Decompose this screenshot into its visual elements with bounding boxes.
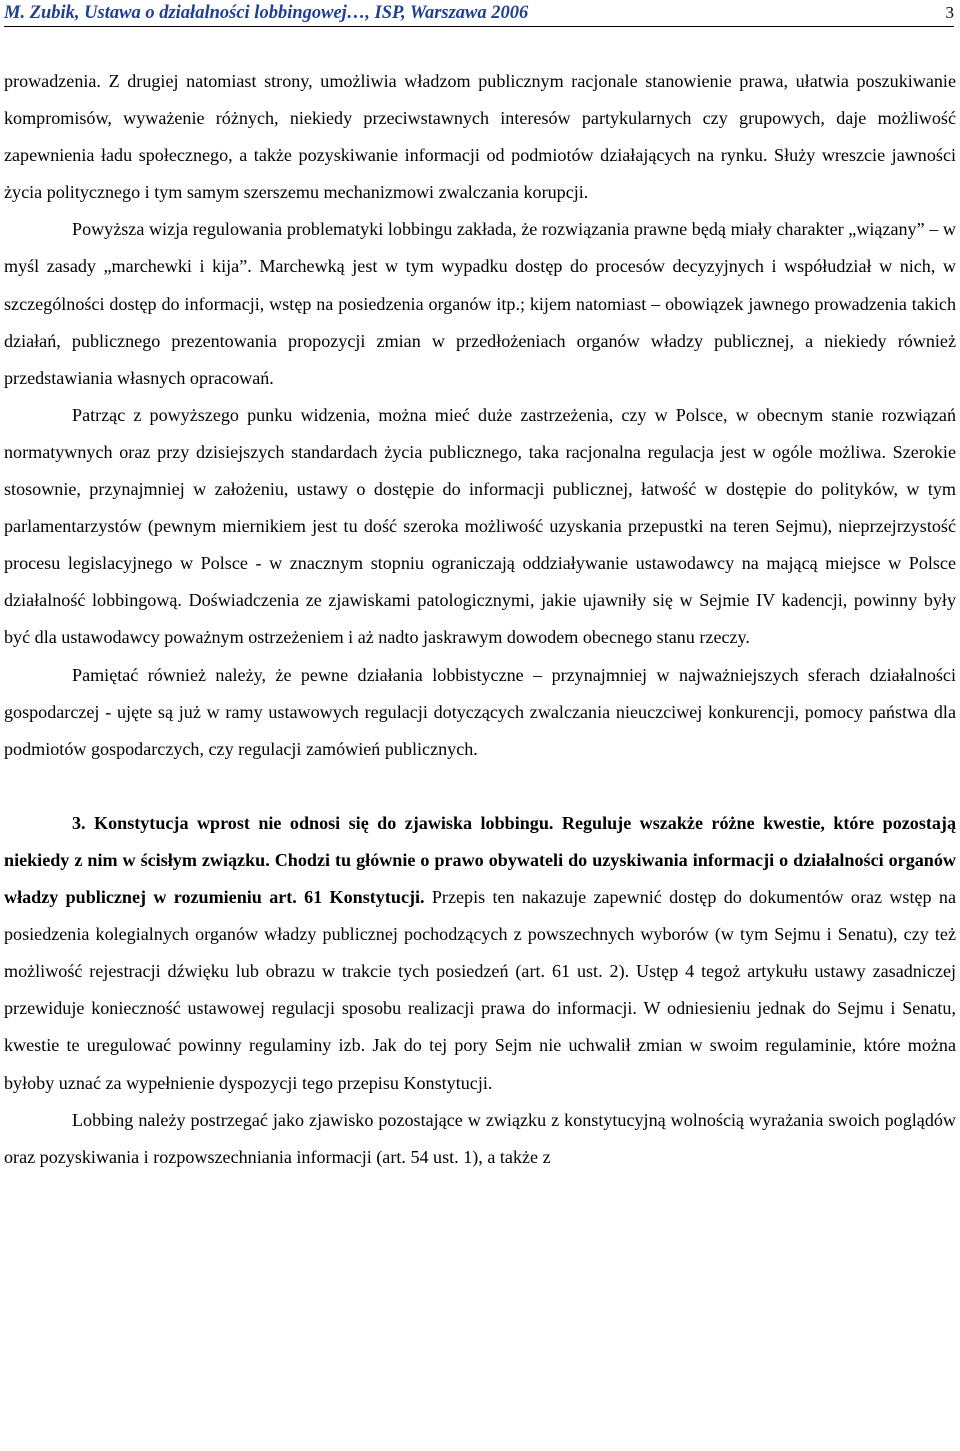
section-3-lead: 3. Konstytucja wprost nie odnosi się do zjawiska lobbingu. Reguluje wszakże różne kwestie, które pozostają niekiedy z nim w ścisłym związku. Chodzi tu głównie o prawo obywateli do uzyskiwania informacji o działalności organów władzy publicznej w rozumieniu art. 61 Konstytucji. [4,812,956,908]
paragraph-6: Lobbing należy postrzegać jako zjawisko pozostające w związku z konstytucyjną wolnością wyrażania swoich poglądów oraz pozyskiwania i rozpowszechniania informacji (art. 54 ust. 1), a także z [4,1109,956,1167]
section-3-text: Przepis ten nakazuje zapewnić dostęp do dokumentów oraz wstęp na posiedzenia kolegialnych organów władzy publicznej pochodzących z powszechnych wyborów (w tym Sejmu i Senatu), czy też możliwość rejestracji dźwięku lub obrazu w trakcie tych posiedzeń (art. 61 ust. 2). Ustęp 4 tegoż artykułu ustawy zasadniczej przewiduje konieczność ustawowej regulacji sposobu realizacji prawa do informacji. W odniesieniu jednak do Sejmu i Senatu, kwestie te uregulować powinny regulaminy izb. Jak do tej pory Sejm nie uchwalił zmian w swoim regulaminie, które można byłoby uznać za wypełnienie dyspozycji tego przepisu Konstytucji. [4,887,956,1093]
paragraph-4: Pamiętać również należy, że pewne działania lobbistyczne – przynajmniej w najważniejszych sferach działalności gospodarczej - ujęte są już w ramy ustawowych regulacji dotyczących zwalczania nieuczciwej konkurencji, pomocy państwa dla podmiotów gospodarczych, czy regulacji zamówień publicznych. [4,664,956,759]
page-number: 3 [945,3,954,22]
paragraph-1: prowadzenia. Z drugiej natomiast strony, umożliwia władzom publicznym racjonale stanowienie prawa, ułatwia poszukiwanie kompromisów, wyważenie różnych, niekiedy przeciwstawnych interesów partykularnych czy grupowych, daje możliwość zapewnienia ładu społecznego, a także pozyskiwanie informacji od podmiotów działających na rynku. Służy wreszcie jawności życia politycznego i tym samym szerszemu mechanizmowi zwalczania korupcji. [4,71,956,203]
paragraph-2: Powyższa wizja regulowania problematyki lobbingu zakłada, że rozwiązania prawne będą miały charakter „wiązany” – w myśl zasady „marchewki i kija”. Marchewką jest w tym wypadku dostęp do procesów decyzyjnych i współudział w nich, w szczególności dostęp do informacji, wstęp na posiedzenia organów itp.; kijem natomiast – obowiązek jawnego prowadzenia takich działań, publicznego prezentowania propozycji zmian w przedłożeniach organów władzy publicznej, a niekiedy również przedstawiania własnych opracowań. [4,219,956,388]
paragraph-3: Patrząc z powyższego punku widzenia, można mieć duże zastrzeżenia, czy w Polsce, w obecnym stanie rozwiązań normatywnych oraz przy dzisiejszych standardach życia publicznego, taka racjonalna regulacja jest w ogóle możliwa. Szerokie stosownie, przynajmniej w założeniu, ustawy o dostępie do informacji publicznej, łatwość w dostępie do polityków, w tym parlamentarzystów (pewnym miernikiem jest tu dość szeroka możliwość uzyskania przepustki na teren Sejmu), nieprzejrzystość procesu legislacyjnego w Polsce - w znacznym stopniu ograniczają oddziaływanie ustawodawcy na mającą miejsce w Polsce działalność lobbingową. Doświadczenia ze zjawiskami patologicznymi, jakie ujawniły się w Sejmie IV kadencji, powinny były być dla ustawodawcy poważnym ostrzeżeniem i aż nadto jaskrawym dowodem obecnego stanu rzeczy. [4,404,956,648]
header-title: M. Zubik, Ustawa o działalności lobbingowej…, ISP, Warszawa 2006 [4,2,529,23]
paragraph-section-3 [4,805,956,1102]
running-header [4,0,954,27]
document-body [4,63,956,1176]
